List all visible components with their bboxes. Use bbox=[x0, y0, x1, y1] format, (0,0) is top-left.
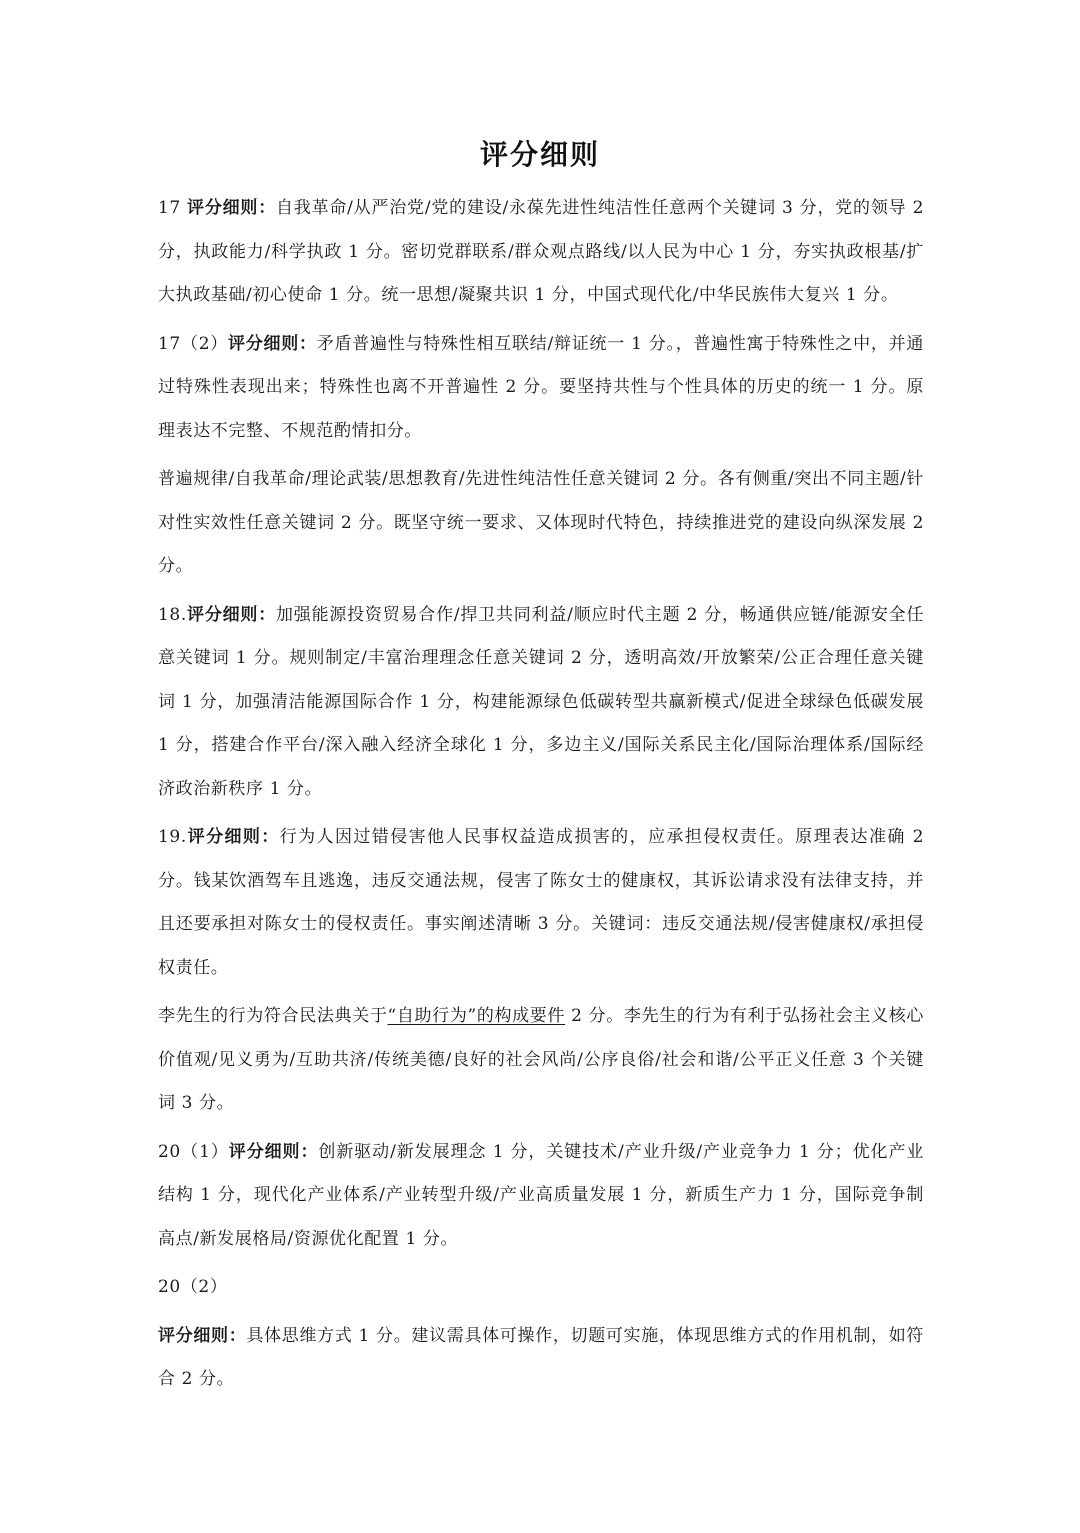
underlined-term: “自助行为”的构成要件 bbox=[387, 1006, 566, 1026]
question-number: 20（1） bbox=[158, 1141, 229, 1162]
question-heading-20-2 bbox=[158, 1266, 924, 1310]
rule-paragraph-20-1 bbox=[158, 1131, 924, 1262]
rule-paragraph-20-2 bbox=[158, 1315, 924, 1402]
question-number: 17（2） bbox=[158, 333, 229, 354]
rule-text: 自我革命/从严治党/党的建设/永葆先进性纯洁性任意两个关键词 3 分，党的领导 2 分，执政能力/科学执政 1 分。密切党群联系/群众观点路线/以人民为中心 1 分，夯实执政根基/扩大执政基础/初心使命 1 分。统一思想/凝聚共识 1 分，中国式现代化/中华民族伟大复兴 1 分。 bbox=[158, 198, 925, 305]
rule-text: 行为人因过错侵害他人民事权益造成损害的，应承担侵权责任。原理表达准确 2 分。钱某饮酒驾车且逃逸，违反交通法规，侵害了陈女士的健康权，其诉讼请求没有法律支持，并且还要承担对陈女士的侵权责任。事实阐述清晰 3 分。关键词：违反交通法规/侵害健康权/承担侵权责任。 bbox=[158, 827, 925, 978]
rule-label: 评分细则： bbox=[186, 827, 280, 847]
page-title: 评分细则 bbox=[479, 138, 600, 171]
rule-paragraph-19 bbox=[158, 816, 924, 990]
rule-paragraph-17-2-continued bbox=[158, 458, 924, 589]
rule-label: 评分细则： bbox=[186, 604, 276, 625]
rule-text: 2 分。李先生的行为有利于弘扬社会主义核心价值观/见义勇为/互助共济/传统美德/良好的社会风尚/公序良俗/社会和谐/公平正义任意 3 个关键词 3 分。 bbox=[158, 1006, 924, 1113]
question-number: 17 bbox=[158, 198, 188, 218]
rule-label: 评分细则： bbox=[158, 1325, 247, 1346]
question-number: 18. bbox=[158, 604, 187, 625]
rule-label: 评分细则： bbox=[187, 198, 276, 218]
rule-label: 评分细则： bbox=[228, 333, 317, 354]
rule-paragraph-18 bbox=[158, 594, 924, 812]
rule-text: 普遍规律/自我革命/理论武装/思想教育/先进性纯洁性任意关键词 2 分。各有侧重/突出不同主题/针对性实效性任意关键词 2 分。既坚守统一要求、又体现时代特色，持续推进党的建设向纵深发展 2 分。 bbox=[158, 469, 924, 576]
rule-text: 创新驱动/新发展理念 1 分，关键技术/产业升级/产业竞争力 1 分；优化产业结构 1 分，现代化产业体系/产业转型升级/产业高质量发展 1 分，新质生产力 1 分，国际竞争制高点/新发展格局/资源优化配置 1 分。 bbox=[158, 1141, 925, 1249]
rule-label: 评分细则： bbox=[228, 1141, 319, 1162]
rule-text-lead: 李先生的行为符合民法典关于 bbox=[158, 1006, 388, 1026]
rule-paragraph-19-continued bbox=[158, 995, 924, 1126]
question-number: 19. bbox=[158, 827, 187, 847]
question-number: 20（2） bbox=[158, 1277, 228, 1297]
scoring-rules-body bbox=[158, 187, 924, 1407]
rule-paragraph-17-2 bbox=[158, 323, 924, 454]
rule-text: 矛盾普遍性与特殊性相互联结/辩证统一 1 分。，普遍性寓于特殊性之中，并通过特殊性表现出来；特殊性也离不开普遍性 2 分。要坚持共性与个性具体的历史的统一 1 分。原理表达不完整、不规范酌情扣分。 bbox=[158, 333, 925, 441]
rule-text: 加强能源投资贸易合作/捍卫共同利益/顺应时代主题 2 分，畅通供应链/能源安全任意关键词 1 分。规则制定/丰富治理理念任意关键词 2 分，透明高效/开放繁荣/公正合理任意关键词 1 分，加强清洁能源国际合作 1 分，构建能源绿色低碳转型共赢新模式/促进全球绿色低碳发展 1 分，搭建合作平台/深入融入经济全球化 1 分，多边主义/国际关系民主化/国际治理体系/国际经济政治新秩序 1 分。 bbox=[158, 604, 924, 799]
rule-paragraph-17 bbox=[158, 187, 924, 318]
rule-text: 具体思维方式 1 分。建议需具体可操作，切题可实施，体现思维方式的作用机制，如符合 2 分。 bbox=[158, 1325, 925, 1389]
